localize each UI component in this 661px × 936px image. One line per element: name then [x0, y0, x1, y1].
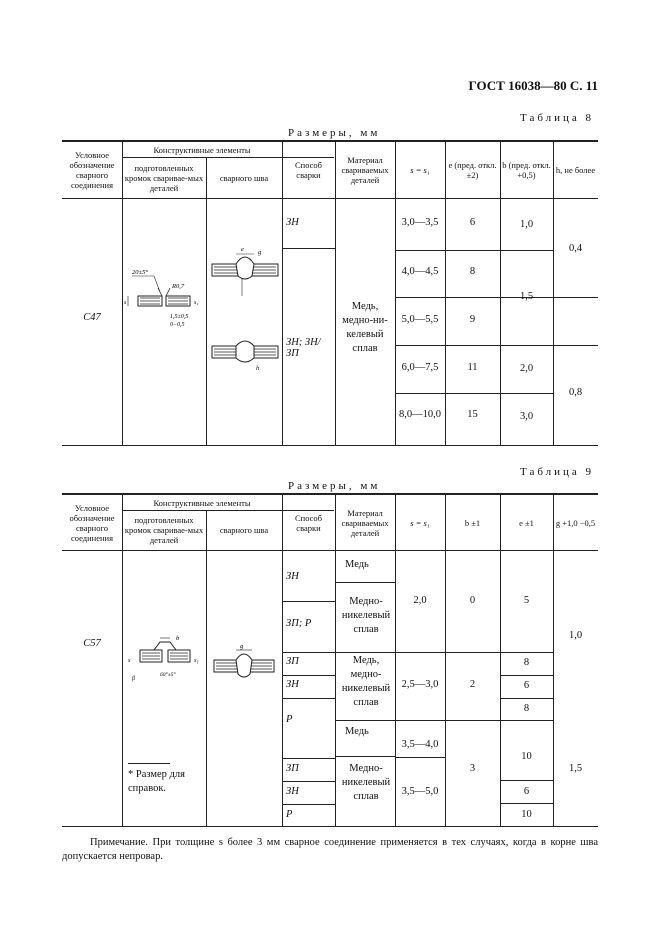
- t8-s-1: 3,0—3,5: [401, 217, 439, 228]
- t9-s-2: 2,5—3,0: [401, 679, 439, 690]
- t9-col-group: Конструктивные элементы: [153, 497, 251, 508]
- t9-e-6: 6: [523, 786, 530, 797]
- bottom-note: Примечание. При толщине s более 3 мм сварное соединение применяется в тех случаях, когда в корне шва допускается непровар.: [62, 837, 598, 862]
- t9-method-3: ЗП: [286, 656, 299, 667]
- t9-material-1: Медь: [345, 559, 369, 570]
- t8-col-e: e (пред. откл. ±2): [448, 160, 497, 180]
- t9-g-1: 1,0: [568, 630, 583, 641]
- t9-col-designation: Условное обозначение сварного соединения: [69, 502, 115, 543]
- t9-material-5: Медно-никелевый сплав: [341, 763, 391, 802]
- t8-weld-sketch-2: [208, 334, 282, 374]
- t8-joint: С47: [83, 312, 101, 323]
- document-header: ГОСТ 16038—80 С. 11: [468, 78, 598, 93]
- t9-b-1: 0: [469, 595, 476, 606]
- t9-material-4: Медь: [345, 726, 369, 737]
- t8-material: Медь, медно-ни-келевый сплав: [342, 301, 388, 354]
- t8-b-2: 1,5: [519, 291, 534, 302]
- t8-s-5: 8,0—10,0: [399, 409, 441, 420]
- table-9-caption: Таблица 9: [520, 466, 595, 478]
- t8-method-2: ЗН; ЗН/ЗП: [286, 337, 321, 359]
- t9-method-2: ЗП; Р: [286, 618, 312, 629]
- t8-sketch-e: e: [241, 246, 244, 253]
- t9-method-5: Р: [286, 714, 293, 725]
- t9-sketch-g: g: [240, 643, 244, 650]
- t8-b-3: 2,0: [519, 363, 534, 374]
- t8-method-1: ЗН: [286, 217, 299, 228]
- t9-joint: С57: [83, 638, 101, 649]
- t9-method-7: ЗН: [286, 786, 299, 797]
- t8-e-3: 9: [469, 314, 476, 325]
- t9-footnote: * Размер для справок.: [128, 769, 185, 794]
- t9-b-3: 3: [469, 763, 476, 774]
- t8-sketch-angle: 20±5°: [132, 269, 148, 276]
- t9-col-b: b ±1: [464, 517, 481, 528]
- t8-col-designation: Условное обозначение сварного соединения: [69, 150, 115, 190]
- t9-s-3: 3,5—4,0: [401, 739, 439, 750]
- svg-text:s₁: s₁: [194, 300, 199, 306]
- t8-b-4: 3,0: [519, 411, 534, 422]
- t8-sketch-gap-tol: 0−0,5: [170, 322, 185, 328]
- t9-method-8: Р: [286, 809, 293, 820]
- t8-s-3: 5,0—5,5: [401, 314, 439, 325]
- t9-e-2: 8: [523, 657, 530, 668]
- t8-col-b: b (пред. откл. +0,5): [502, 160, 551, 180]
- t9-col-e: e ±1: [519, 517, 534, 528]
- t8-col-s: s = s₁: [410, 165, 430, 175]
- t8-e-2: 8: [469, 266, 476, 277]
- t9-s-1: 2,0: [413, 595, 427, 606]
- t9-g-2: 1,5: [568, 763, 583, 774]
- t9-e-7: 10: [521, 809, 532, 820]
- t9-col-s: s = s₁: [410, 517, 430, 528]
- t8-e-1: 6: [469, 217, 476, 228]
- table-8-caption: Таблица 8: [520, 112, 595, 124]
- t8-s-2: 4,0—4,5: [401, 266, 439, 277]
- t9-b-2: 2: [469, 679, 476, 690]
- table-9-subtitle: Размеры, мм: [288, 480, 381, 492]
- t9-col-edges: подготовленных кромок сваривае-мых деталей: [124, 515, 204, 545]
- t9-e-5: 10: [521, 751, 532, 762]
- t9-sketch-s1: s₁: [194, 657, 199, 664]
- t8-e-5: 15: [467, 409, 478, 420]
- t8-col-h: h, не более: [555, 165, 596, 175]
- t9-sketch-s: s: [128, 657, 131, 664]
- t8-col-weld: сварного шва: [219, 172, 269, 183]
- t9-material-3: Медь, медно-никелевый сплав: [341, 655, 391, 708]
- t9-method-6: ЗП: [286, 763, 299, 774]
- t9-e-3: 6: [523, 680, 530, 691]
- t8-col-edges: подготовленных кромок сваривае-мых деталей: [124, 162, 204, 193]
- t8-b-1: 1,0: [519, 219, 534, 230]
- t8-sketch-h: h: [256, 365, 260, 372]
- t9-e-1: 5: [523, 595, 530, 606]
- t8-e-4: 11: [467, 362, 478, 373]
- t8-weld-sketch-1: [208, 240, 282, 300]
- t9-col-weld: сварного шва: [219, 525, 269, 535]
- t9-method-1: ЗН: [286, 571, 299, 582]
- t9-sketch-beta: β: [132, 676, 135, 682]
- t9-col-g: g +1,0 −0,5: [555, 517, 596, 528]
- t9-weld-sketch: [208, 640, 282, 688]
- svg-text:s: s: [124, 300, 127, 306]
- t9-col-material: Материал свариваемых деталей: [341, 507, 389, 538]
- t9-e-4: 8: [523, 703, 530, 714]
- t9-sketch-b: b: [176, 635, 180, 642]
- t8-sketch-g: g: [258, 249, 262, 256]
- t8-sketch-gap: 1,5±0,5: [170, 314, 189, 320]
- t9-s-4: 3,5—5,0: [401, 786, 439, 797]
- t9-material-2: Медно-никелевый сплав: [341, 596, 391, 635]
- t9-sketch-angle: 60°±5°: [160, 672, 176, 678]
- t8-col-group: Конструктивные элементы: [153, 144, 251, 155]
- t9-col-method: Способ сварки: [294, 512, 323, 533]
- t8-col-material: Материал свариваемых деталей: [341, 155, 389, 185]
- t9-edge-prep-sketch: [124, 632, 206, 686]
- table-8-subtitle: Размеры, мм: [288, 127, 381, 139]
- t8-h-2: 0,8: [568, 387, 583, 398]
- t8-edge-prep-sketch: [124, 262, 204, 342]
- t8-s-4: 6,0—7,5: [401, 362, 439, 373]
- t9-method-4: ЗН: [286, 679, 299, 690]
- t8-h-1: 0,4: [568, 243, 583, 254]
- t8-sketch-radius: R0,7: [172, 283, 185, 290]
- t8-col-method: Способ сварки: [294, 160, 323, 180]
